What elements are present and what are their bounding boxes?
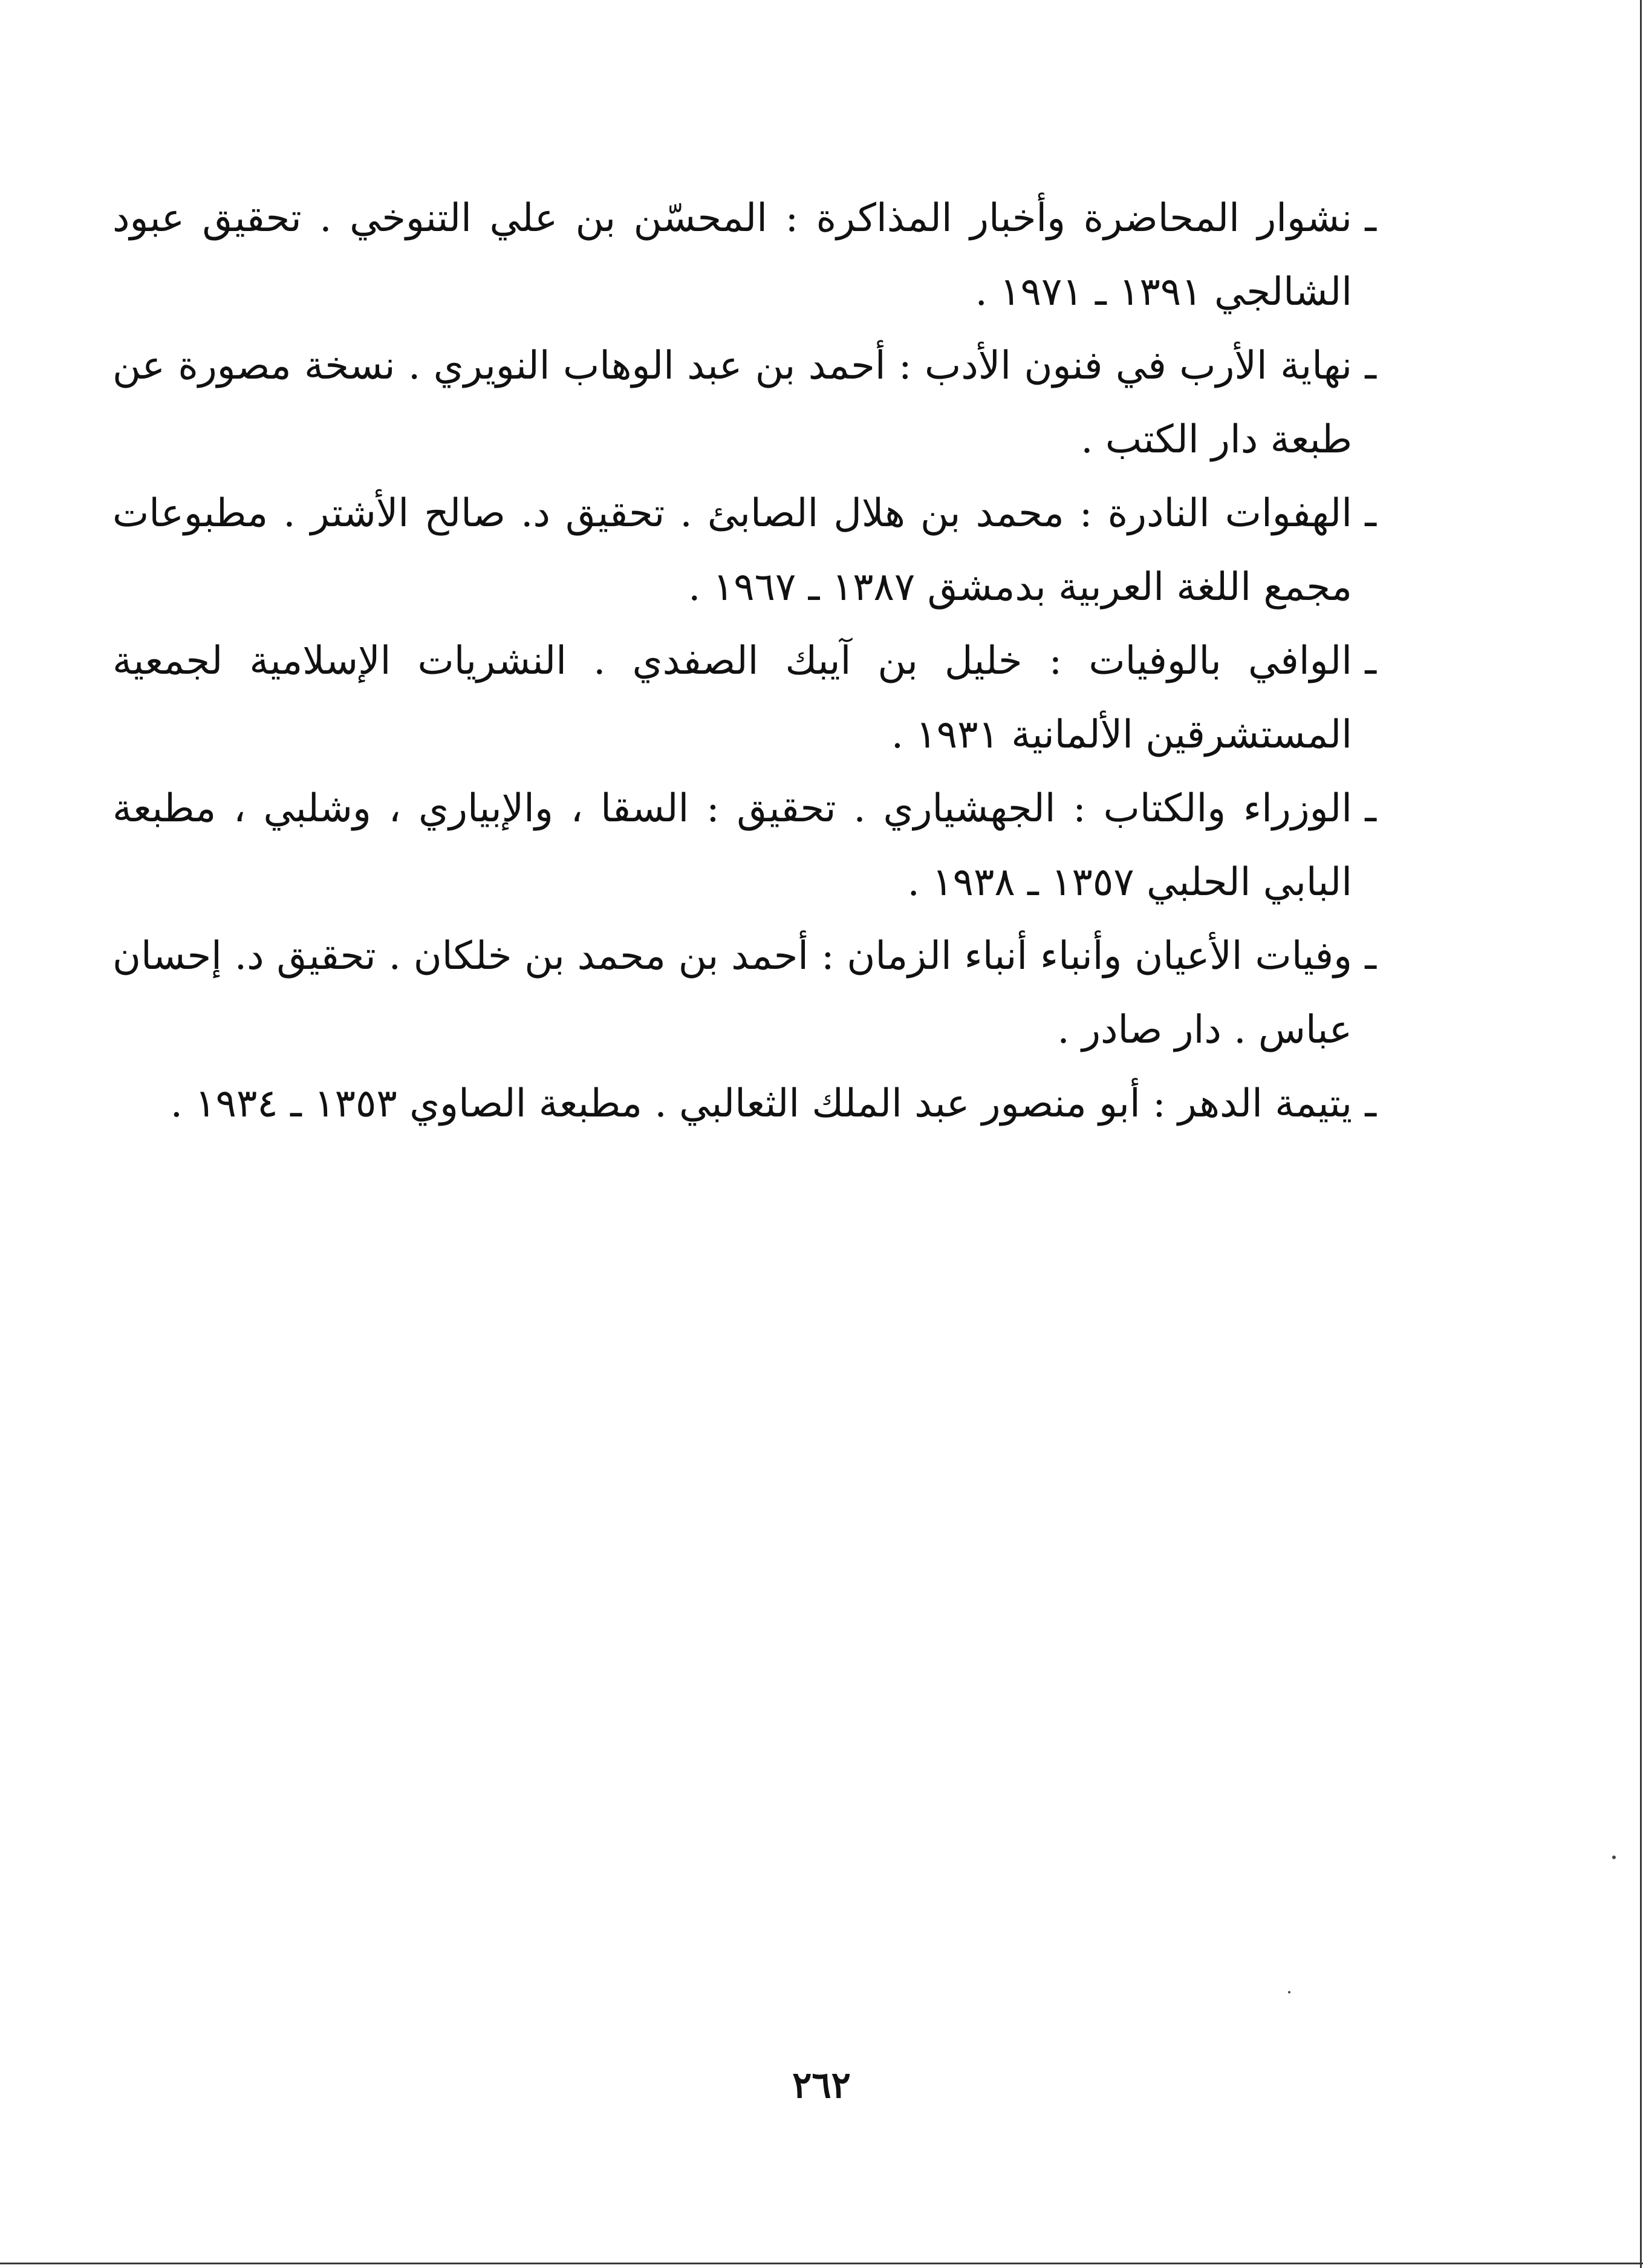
entry-text: الوزراء والكتاب : الجهشياري . تحقيق : السقا ، والإبياري ، وشلبي ، مطبعة البابي الحلبي ١٣٥٧ ـ ١٩٣٨ . (112, 786, 1352, 905)
entry-text: نشوار المحاضرة وأخبار المذاكرة : المحسّن بن علي التنوخي . تحقيق عبود الشالجي ١٣٩١ ـ ١٩٧١ . (112, 196, 1352, 314)
bibliography-entry (112, 772, 1376, 919)
entry-dash: ـ (1365, 1081, 1376, 1126)
entry-text: الهفوات النادرة : محمد بن هلال الصابئ . تحقيق د. صالح الأشتر . مطبوعات مجمع اللغة العربية بدمشق ١٣٨٧ ـ ١٩٦٧ . (112, 491, 1352, 610)
bibliography-entry (112, 329, 1376, 477)
entry-dash: ـ (1365, 934, 1376, 979)
entry-text: يتيمة الدهر : أبو منصور عبد الملك الثعالبي . مطبعة الصاوي ١٣٥٣ ـ ١٩٣٤ . (170, 1081, 1352, 1126)
scan-speck (1288, 1991, 1290, 1993)
scan-border-right (1640, 0, 1642, 2268)
entry-dash: ـ (1365, 786, 1376, 831)
bibliography-list (112, 181, 1376, 1141)
entry-text: نهاية الأرب في فنون الأدب : أحمد بن عبد الوهاب النويري . نسخة مصورة عن طبعة دار الكتب . (112, 344, 1352, 462)
entry-dash: ـ (1365, 639, 1376, 683)
bibliography-entry (112, 624, 1376, 772)
bibliography-entry (112, 1067, 1376, 1141)
bibliography-entry (112, 181, 1376, 329)
entry-text: وفيات الأعيان وأنباء أنباء الزمان : أحمد بن محمد بن خلكان . تحقيق د. إحسان عباس . دار صادر . (112, 934, 1352, 1052)
bibliography-entry (112, 477, 1376, 624)
entry-dash: ـ (1365, 491, 1376, 536)
entry-text: الوافي بالوفيات : خليل بن آيبك الصفدي . النشريات الإسلامية لجمعية المستشرقين الألمانية ١٩٣١ . (112, 639, 1352, 757)
entry-dash: ـ (1365, 196, 1376, 241)
scan-speck (1612, 1856, 1616, 1859)
entry-dash: ـ (1365, 344, 1376, 388)
page-number: ٢٦٢ (792, 2064, 851, 2107)
bibliography-entry (112, 919, 1376, 1067)
scan-border-bottom (0, 2263, 1643, 2264)
